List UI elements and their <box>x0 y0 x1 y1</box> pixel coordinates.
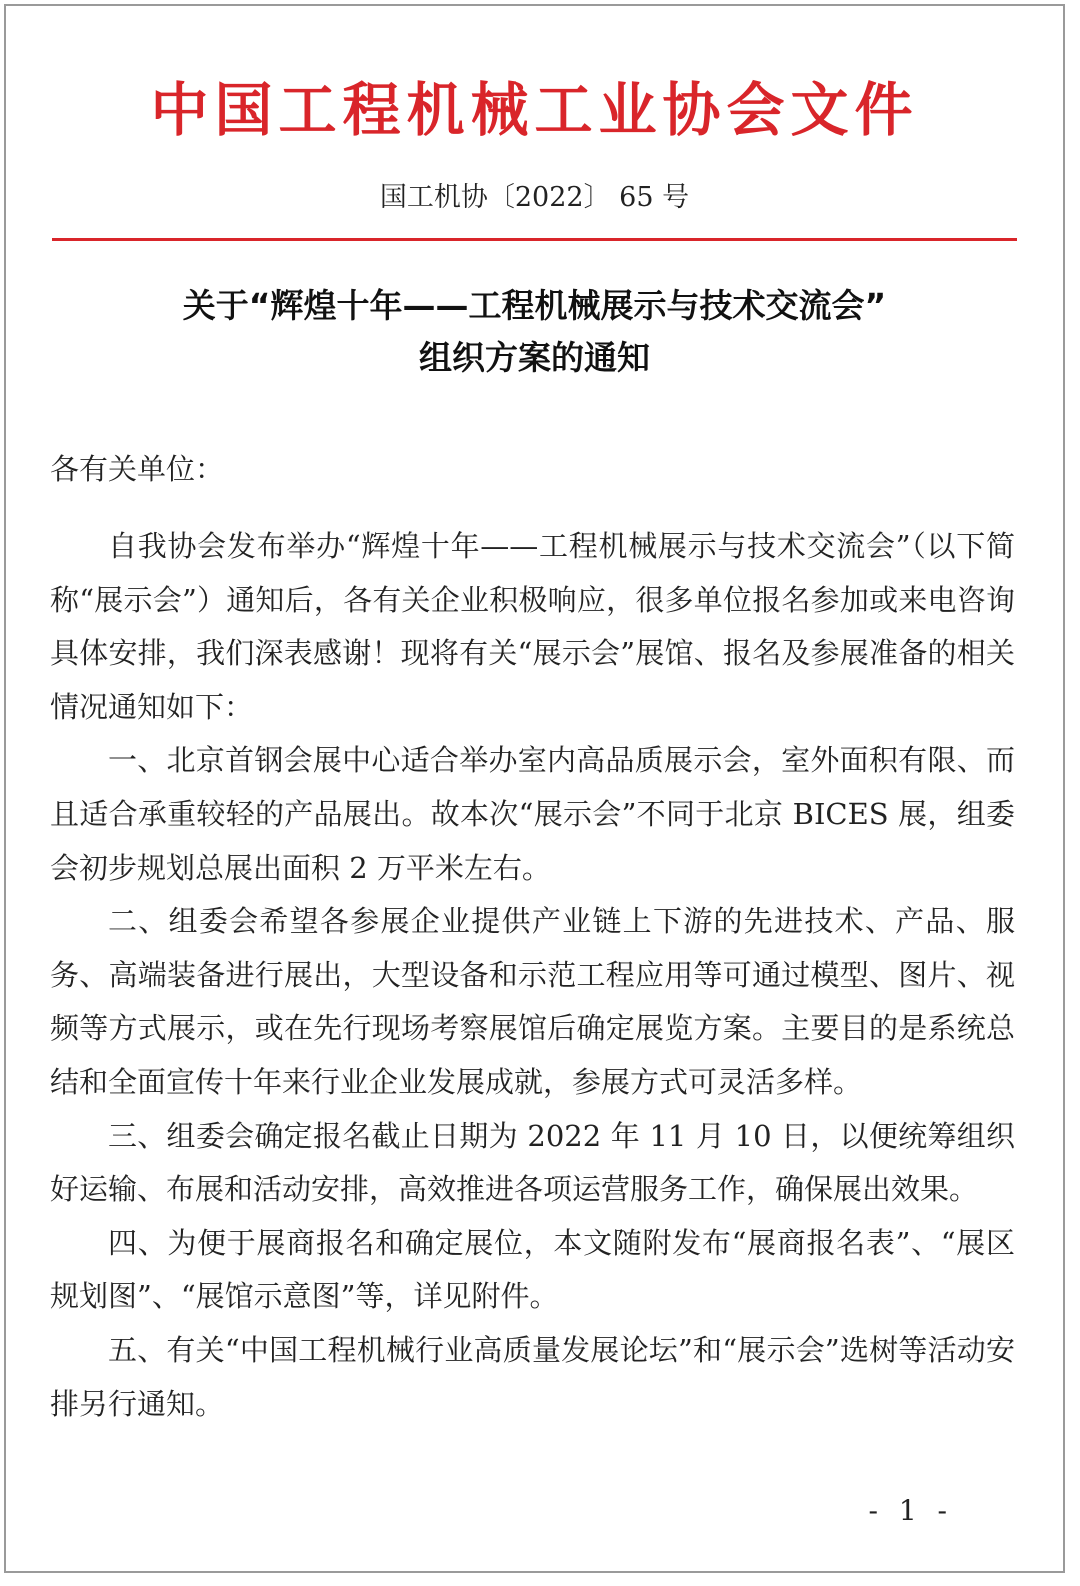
red-divider-line <box>52 238 1017 241</box>
body-paragraph: 二、组委会希望各参展企业提供产业链上下游的先进技术、产品、服务、高端装备进行展出，大型设备和示范工程应用等可通过模型、图片、视频等方式展示，或在先行现场考察展馆后确定展览方案。主要目的是系统总结和全面宣传十年来行业企业发展成就，参展方式可灵活多样。 <box>50 904 1015 1099</box>
notice-title <box>6 280 1063 384</box>
body-paragraph: 一、北京首钢会展中心适合举办室内高品质展示会，室外面积有限、而且适合承重较轻的产品展出。故本次“展示会”不同于北京 BICES 展，组委会初步规划总展出面积 2 万平米左右。 <box>50 743 1015 885</box>
body-paragraph: 五、有关“中国工程机械行业高质量发展论坛”和“展示会”选树等活动安排另行通知。 <box>50 1332 1015 1421</box>
salutation: 各有关单位： <box>50 452 225 486</box>
body-paragraph: 四、为便于展商报名和确定展位，本文随附发布“展商报名表”、“展区规划图”、“展馆示意图”等，详见附件。 <box>50 1225 1015 1314</box>
issuer-header-title: 中国工程机械工业协会文件 <box>150 76 919 144</box>
body-paragraph: 自我协会发布举办“辉煌十年——工程机械展示与技术交流会”（以下简称“展示会”）通知后，各有关企业积极响应，很多单位报名参加或来电咨询具体安排，我们深表感谢！现将有关“展示会”展馆、报名及参展准备的相关情况通知如下： <box>50 529 1015 724</box>
document-page <box>4 4 1065 1573</box>
notice-title-line-1: 关于“辉煌十年——工程机械展示与技术交流会” <box>182 286 887 325</box>
page-number: - 1 - <box>868 1494 953 1527</box>
body-paragraph: 三、组委会确定报名截止日期为 2022 年 11 月 10 日，以便统筹组织好运输、布展和活动安排，高效推进各项运营服务工作，确保展出效果。 <box>50 1118 1015 1207</box>
notice-title-line-2: 组织方案的通知 <box>419 338 650 377</box>
notice-body <box>50 520 1015 1431</box>
document-number: 国工机协〔2022〕 65 号 <box>379 182 690 213</box>
